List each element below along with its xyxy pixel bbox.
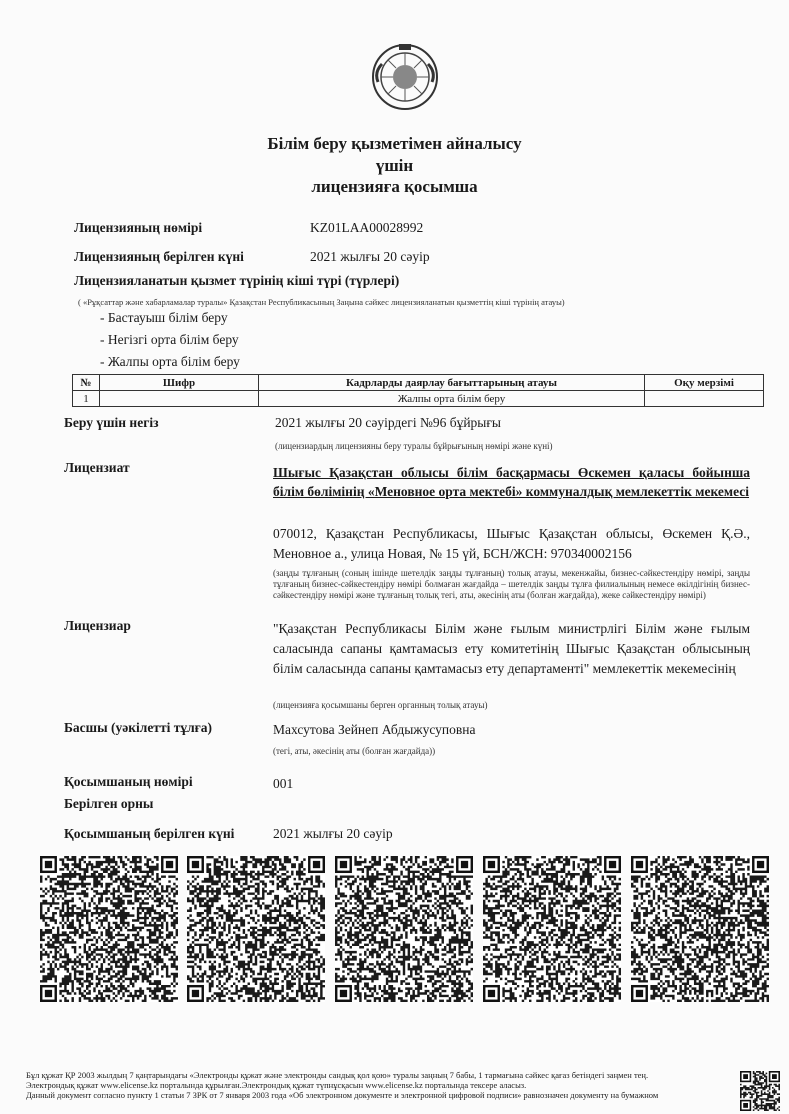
state-emblem-icon xyxy=(370,42,440,112)
subtype-item: - Бастауыш білім беру xyxy=(100,310,228,325)
footer-line: Данный документ согласно пункту 1 статьи 7 ЗРК от 7 января 2003 года «Об электронном документе и электронной цифровой подписи» равнозначен документу на бумажном xyxy=(26,1090,659,1100)
basis-note: (лицензиардың лицензияны беру туралы бұйрығының нөмірі және күні) xyxy=(275,441,553,451)
subtype-label: Лицензияланатын қызмет түрінің кіші түрі (түрлері) xyxy=(74,273,400,288)
licensor-value: "Қазақстан Республикасы Білім және ғылым министрлігі Білім және ғылым саласында сапаны қамтамасыз ету комитетінің Шығыс Қазақстан облысының білім саласында сапаны қамтамасыз ету департаменті" мемлекеттік мекемесінің xyxy=(273,621,750,676)
qr-code-icon xyxy=(40,856,178,1002)
licensee-note: (заңды тұлғаның (соның ішінде шетелдік заңды тұлғаның) толық атауы, мекенжайы, бизнес-сәйкестендіру нөмірі, заңды тұлғаның бизнес-сәйкестендіру нөмірі болмаған жағдайда – шетелдік заңды тұлға филиалының немесе өкілдігінің бизнес-сәйкестендіру нөмірі және тұлғаның толық тегі, аты, әкесінің аты (болған жағдайда), жеке сәйкестендіру нөмірі) xyxy=(273,568,750,600)
table-cell xyxy=(645,391,764,407)
licensor-label: Лицензиар xyxy=(64,618,131,633)
document-title-line2: үшін xyxy=(375,156,414,175)
issue-date-value: 2021 жылғы 20 сәуір xyxy=(310,249,430,264)
footer-line: Электрондық құжат www.elicense.kz порталында құрылған.Электрондық құжат түпнұсқасын www.elicense.kz порталында тексере аласыз. xyxy=(26,1080,527,1090)
license-number-label: Лицензияның нөмірі xyxy=(74,220,203,235)
qr-code-icon xyxy=(631,856,769,1002)
legal-footer xyxy=(26,1070,721,1100)
column-header-number: № xyxy=(73,375,100,391)
basis-label: Беру үшін негіз xyxy=(64,415,159,430)
column-header-duration: Оқу мерзімі xyxy=(645,375,764,391)
appendix-date-value: 2021 жылғы 20 сәуір xyxy=(273,826,393,841)
subtype-note: ( «Рұқсаттар және хабарламалар туралы» Қазақстан Республикасының Заңына сәйкес лицензияланатын қызметтің кіші түрінің атауы) xyxy=(78,297,565,307)
licensee-name: Шығыс Қазақстан облысы білім басқармасы Өскемен қаласы бойынша білім бөлімінің «Меновное орта мектебі» коммуналдық мемлекеттік мекемесі xyxy=(273,465,750,499)
appendix-date-label: Қосымшаның берілген күні xyxy=(64,826,235,841)
licensee-address: 070012, Қазақстан Республикасы, Шығыс Қазақстан облысы, Өскемен Қ.Ә., Меновное а., улица Новая, № 15 үй, БСН/ЖСН: 970340002156 xyxy=(273,526,750,561)
subtype-item: - Негізгі орта білім беру xyxy=(100,332,239,347)
head-note: (тегі, аты, әкесінің аты (болған жағдайда)) xyxy=(273,746,436,756)
column-header-code: Шифр xyxy=(100,375,259,391)
place-label: Берілген орны xyxy=(64,796,154,811)
qr-code-icon xyxy=(187,856,325,1002)
issue-date-label: Лицензияның берілген күні xyxy=(74,249,244,264)
head-value: Махсутова Зейнеп Абдыжусуповна xyxy=(273,722,476,737)
column-header-direction: Кадрларды даярлау бағыттарының атауы xyxy=(259,375,645,391)
head-label: Басшы (уәкілетті тұлға) xyxy=(64,720,213,735)
table-row xyxy=(73,391,764,407)
subtype-item: - Жалпы орта білім беру xyxy=(100,354,240,369)
appendix-number-value: 001 xyxy=(273,776,294,791)
license-number-value: KZ01LAA00028992 xyxy=(310,220,424,235)
table-cell: 1 xyxy=(73,391,100,407)
table-header-row xyxy=(73,375,764,391)
basis-value: 2021 жылғы 20 сәуірдегі №96 бұйрығы xyxy=(275,415,501,430)
appendix-number-label: Қосымшаның нөмірі xyxy=(64,774,193,789)
licensor-note: (лицензияға қосымшаны берген органның толық атауы) xyxy=(273,700,488,710)
small-qr-code-icon xyxy=(740,1071,780,1111)
table-cell: Жалпы орта білім беру xyxy=(259,391,645,407)
training-directions-table xyxy=(72,374,764,407)
table-cell xyxy=(100,391,259,407)
footer-line: Бұл құжат ҚР 2003 жылдың 7 қаңтарындағы «Электронды құжат және электронды сандық қол қою» туралы заңның 7 бабы, 1 тармағына сәйкес қағаз бетіндегі заңмен тең. xyxy=(26,1070,649,1080)
qr-code-icon xyxy=(335,856,473,1002)
document-title-line1: Білім беру қызметімен айналысу xyxy=(267,134,522,153)
document-title-line3: лицензияға қосымша xyxy=(311,177,478,196)
licensee-label: Лицензиат xyxy=(64,460,130,475)
qr-code-icon xyxy=(483,856,621,1002)
